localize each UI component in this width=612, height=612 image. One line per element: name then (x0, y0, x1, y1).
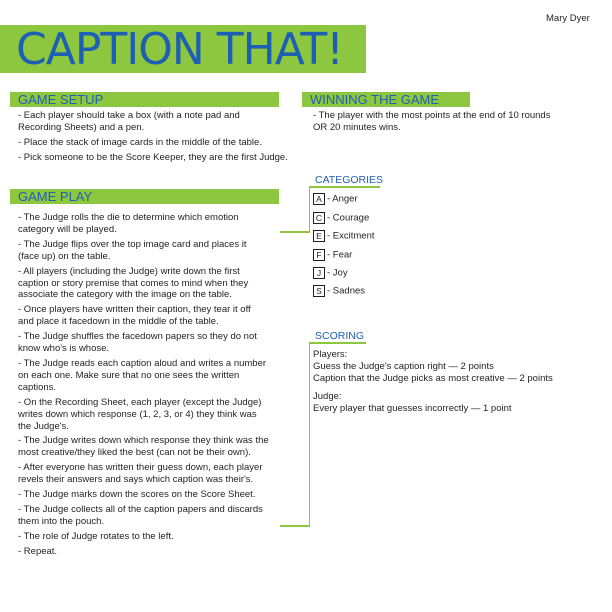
categories-underline (310, 186, 380, 188)
scoring-heading: SCORING (315, 330, 365, 342)
text-line: OR 20 minutes wins. (313, 122, 401, 133)
text-line: - The player with the most points at the end of 10 rounds (313, 110, 551, 121)
text-line: Recording Sheets) and a pen. (18, 122, 145, 133)
text-line: Judge: (313, 391, 342, 402)
text-line: and place it facedown in the middle of the table. (18, 316, 219, 328)
text-line: - The Judge marks down the scores on the Score Sheet. (18, 489, 256, 501)
winning-text (313, 110, 550, 134)
text-line: revels their answers and says which caption was their's. (18, 474, 254, 486)
letter-box: A (313, 193, 325, 205)
game-play-heading: GAME PLAY (10, 189, 279, 204)
text-line: captions. (18, 381, 57, 393)
text-line: writes down which response (1, 2, 3, or 4) they think was (18, 408, 257, 420)
author-name: Mary Dyer (546, 13, 590, 24)
game-setup-text (18, 110, 288, 164)
letter-box: F (313, 249, 325, 261)
letter-box: C (313, 212, 325, 224)
letter-box: J (313, 267, 325, 279)
categories-connector-horizontal (280, 231, 310, 233)
text-line: the Judge's. (18, 420, 69, 432)
text-line: - On the Recording Sheet, each player (except the Judge) (18, 396, 262, 408)
text-line: - After everyone has written their guess down, each player (18, 462, 263, 474)
game-play-text (18, 212, 269, 558)
category-label: - Anger (327, 193, 358, 205)
text-line: - Each player should take a box (with a note pad and (18, 110, 240, 121)
text-line: Every player that guesses incorrectly — 1 point (313, 403, 512, 414)
text-line: category will be played. (18, 223, 117, 235)
text-line: Guess the Judge's caption right — 2 points (313, 361, 494, 372)
text-line: - The Judge reads each caption aloud and writes a number (18, 357, 267, 369)
text-line: on each one. Make sure that no one sees the written (18, 369, 240, 381)
scoring-underline (310, 342, 366, 344)
category-label: - Sadnes (327, 285, 366, 297)
category-label: - Joy (327, 267, 348, 279)
page-title: CAPTION THAT! (16, 24, 343, 75)
text-line: know who's is whose. (18, 343, 110, 355)
category-label: - Excitment (327, 230, 375, 242)
text-line: Caption that the Judge picks as most creative — 2 points (313, 373, 553, 384)
text-line: - The Judge writes down which response they think was the (18, 435, 269, 447)
category-item (313, 193, 358, 206)
letter-box: S (313, 285, 325, 297)
game-setup-heading: GAME SETUP (10, 92, 279, 107)
text-line: (face up) on the table. (18, 250, 111, 262)
text-line: caption or story premise that comes to mind when they (18, 277, 249, 289)
text-line: associate the category with the image on the table. (18, 289, 232, 301)
categories-connector-vertical (309, 186, 311, 233)
text-line: - Pick someone to be the Score Keeper, they are the first Judge. (18, 152, 288, 163)
winning-heading: WINNING THE GAME (302, 92, 470, 107)
text-line: Players: (313, 349, 348, 360)
text-line: most creative/they liked the best (can not be their own). (18, 447, 251, 459)
categories-heading: CATEGORIES (315, 174, 384, 186)
category-item (313, 212, 369, 225)
scoring-text (313, 349, 553, 415)
category-item (313, 267, 348, 280)
category-item (313, 285, 365, 298)
scoring-connector-horizontal (280, 525, 310, 527)
text-line: - The Judge collects all of the caption papers and discards (18, 503, 263, 515)
text-line: - The Judge rolls the die to determine which emotion (18, 212, 239, 223)
category-label: - Fear (327, 249, 353, 261)
text-line: - Place the stack of image cards in the middle of the table. (18, 137, 262, 148)
category-label: - Courage (327, 212, 370, 224)
text-line: - Repeat. (18, 545, 58, 557)
letter-box: E (313, 230, 325, 242)
category-item (313, 249, 352, 262)
scoring-connector-vertical (309, 342, 311, 527)
text-line: - The Judge shuffles the facedown papers so they do not (18, 331, 257, 343)
text-line: them into the pouch. (18, 515, 105, 527)
text-line: - The Judge flips over the top image card and places it (18, 238, 247, 250)
category-item (313, 230, 375, 243)
text-line: - Once players have written their caption, they tear it off (18, 304, 251, 316)
text-line: - The role of Judge rotates to the left. (18, 530, 174, 542)
text-line: - All players (including the Judge) write down the first (18, 265, 240, 277)
